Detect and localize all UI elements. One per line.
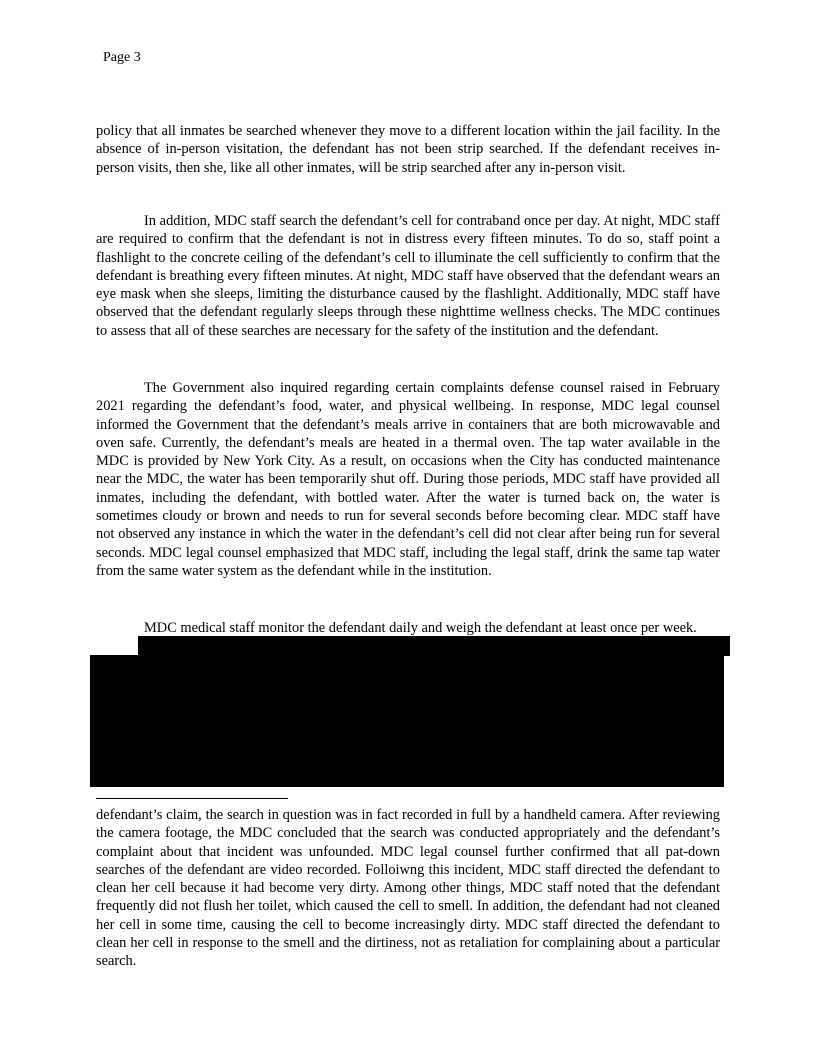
footnote-separator <box>96 798 288 799</box>
paragraph-medical-monitoring: MDC medical staff monitor the defendant daily and weigh the defendant at least once per week. <box>144 620 697 636</box>
redaction-block <box>138 636 730 656</box>
paragraph-food-water-wellbeing: The Government also inquired regarding certain complaints defense counsel raised in February 2021 regarding the defendant’s food, water, and physical wellbeing. In response, MDC legal counsel informed the Government that the defendant’s meals arrive in containers that are both microwavable and oven safe. Currently, the defendant’s meals are heated in a thermal oven. The tap water available in the MDC is provided by New York City. As a result, on occasions when the City has conducted maintenance near the MDC, the water has been temporarily shut off. During those periods, MDC staff have provided all inmates, including the defendant, with bottled water. After the water is turned back on, the water is sometimes cloudy or brown and needs to run for several seconds before becoming clear. MDC staff have not observed any instance in which the water in the defendant’s cell did not clear after being run for several seconds. MDC legal counsel emphasized that MDC staff, including the legal staff, drink the same tap water from the same water system as the defendant while in the institution. <box>96 380 720 579</box>
paragraph-strip-search-policy: policy that all inmates be searched whenever they move to a different location within the jail facility. In the absence of in-person visitation, the defendant has not been strip searched. If the defendant receives in-person visits, then she, like all other inmates, will be strip searched after any in-person visit. <box>96 123 720 176</box>
page-number: Page 3 <box>103 50 141 65</box>
paragraph-cell-searches: In addition, MDC staff search the defendant’s cell for contraband once per day. At night, MDC staff are required to confirm that the defendant is not in distress every fifteen minutes. To do so, staff point a flashlight to the concrete ceiling of the defendant’s cell to illuminate the cell sufficiently to confirm that the defendant is breathing every fifteen minutes. At night, MDC staff have observed that the defendant wears an eye mask when she sleeps, limiting the disturbance caused by the flashlight. Additionally, MDC staff have observed that the defendant regularly sleeps through these nighttime wellness checks. The MDC continues to assess that all of these searches are necessary for the safety of the institution and the defendant. <box>96 213 720 339</box>
redaction-block <box>90 655 724 787</box>
footnote-text: defendant’s claim, the search in question was in fact recorded in full by a handheld camera. After reviewing the camera footage, the MDC concluded that the search was conducted appropriately and the defendant’s complaint about that incident was unfounded. MDC legal counsel further confirmed that all pat-down searches of the defendant are video recorded. Folloiwng this incident, MDC staff directed the defendant to clean her cell because it had become very dirty. Among other things, MDC staff noted that the defendant frequently did not flush her toilet, which caused the cell to smell. In addition, the defendant had not cleaned her cell in some time, causing the cell to become increasingly dirty. MDC staff directed the defendant to clean her cell in response to the smell and the dirtiness, not as retaliation for complaining about a particular search. <box>96 807 720 970</box>
